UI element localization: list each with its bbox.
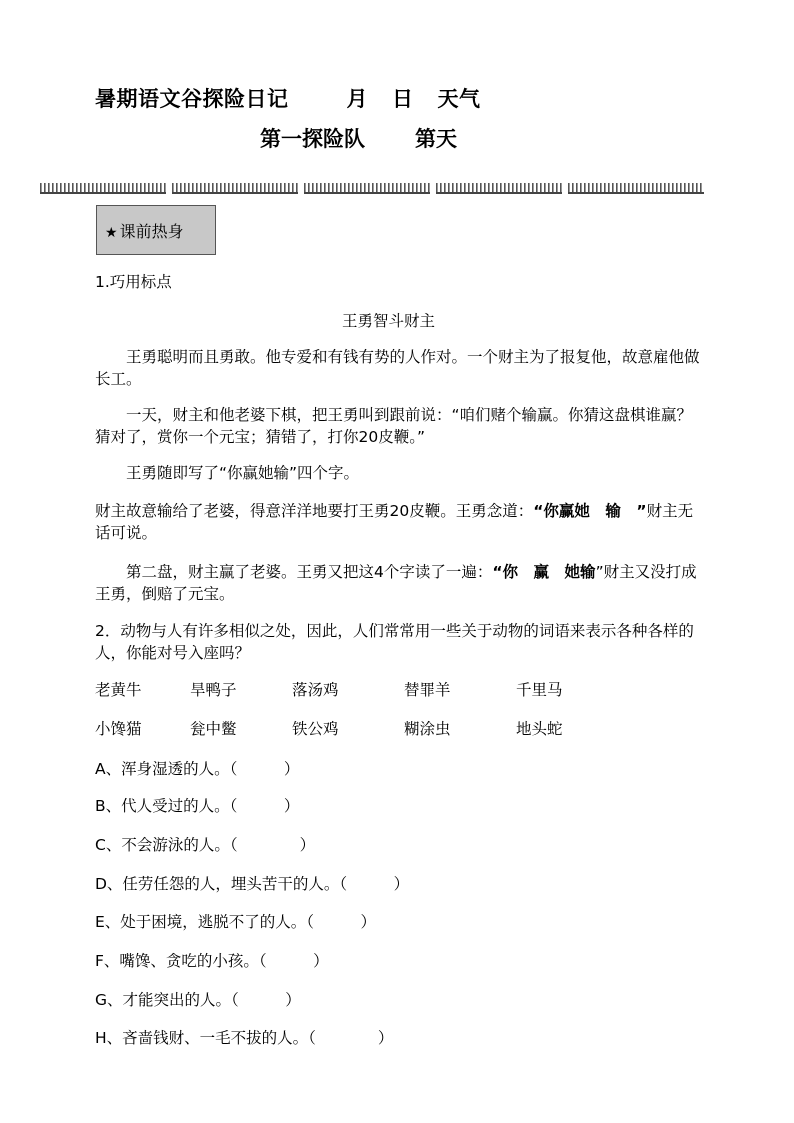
p4-answer-blank: “你赢她 输 ” — [533, 502, 647, 520]
word-item: 小馋猫 — [95, 720, 142, 738]
p5-answer-blank: “你 赢 她输 — [492, 563, 596, 581]
team-label: 第一探险队 — [260, 127, 365, 151]
match-item: G、才能突出的人。（ ） — [95, 991, 301, 1009]
word-item: 落汤鸡 — [292, 681, 339, 699]
p4-text: 财主故意输给了老婆，得意洋洋地要打王勇20皮鞭。王勇念道： — [95, 502, 534, 520]
month-label: 月 — [346, 87, 368, 111]
match-item: C、不会游泳的人。（ ） — [95, 836, 316, 854]
match-item: F、嘴馋、贪吃的小孩。（ ） — [95, 952, 329, 970]
match-item: D、任劳任怨的人，埋头苦干的人。（ ） — [95, 875, 410, 893]
match-item: E、处于困境，逃脱不了的人。（ ） — [95, 913, 377, 931]
day-number-prefix: 第 — [415, 127, 436, 151]
day-number-suffix: 天 — [436, 127, 457, 151]
story-paragraph-4 — [95, 500, 707, 544]
word-item: 铁公鸡 — [292, 720, 339, 738]
word-item: 地头蛇 — [516, 720, 563, 738]
word-item: 旱鸭子 — [190, 681, 237, 699]
day-label: 日 — [392, 87, 414, 111]
story-paragraph-1: 王勇聪明而且勇敢。他专爱和有钱有势的人作对。一个财主为了报复他，故意雇他做长工。 — [95, 348, 700, 388]
word-item: 瓮中鳖 — [190, 720, 237, 738]
diary-title: 暑期语文谷探险日记 — [95, 87, 289, 111]
warmup-label: 课前热身 — [119, 221, 184, 241]
word-item: 糊涂虫 — [404, 720, 451, 738]
q2-title: 2．动物与人有许多相似之处，因此，人们常常用一些关于动物的词语来表示各种各样的人，你能对号入座吗？ — [95, 622, 694, 662]
story-paragraph-2: 一天，财主和他老婆下棋，把王勇叫到跟前说：“咱们赌个输赢。你猜这盘棋谁赢？猜对了，赏你一个元宝；猜错了，打你20皮鞭。” — [95, 406, 693, 446]
p4-text-end: 财主无话可说。 — [95, 502, 694, 542]
match-item: A、浑身湿透的人。（ ） — [95, 760, 300, 778]
warmup-section-box — [96, 205, 216, 255]
star-icon: ★ — [105, 225, 118, 241]
p5-text: 第二盘，财主赢了老婆。王勇又把这4个字读了一遍： — [95, 563, 493, 581]
word-item: 千里马 — [516, 681, 563, 699]
word-item: 老黄牛 — [95, 681, 142, 699]
story-title: 王勇智斗财主 — [342, 312, 436, 330]
team-header — [260, 123, 457, 153]
match-item: B、代人受过的人。（ ） — [95, 797, 300, 815]
word-item: 替罪羊 — [404, 681, 451, 699]
weather-label: 天气 — [437, 87, 481, 111]
p5-text-end: ”财主又没打成王勇，倒赔了元宝。 — [95, 563, 697, 603]
diary-header — [95, 83, 481, 113]
match-item: H、吝啬钱财、一毛不拔的人。（ ） — [95, 1029, 394, 1047]
story-paragraph-5 — [95, 561, 707, 605]
decorative-border — [40, 181, 704, 195]
q1-title: 1.巧用标点 — [95, 273, 172, 291]
story-paragraph-3: 王勇随即写了“你赢她输”四个字。 — [95, 464, 360, 482]
